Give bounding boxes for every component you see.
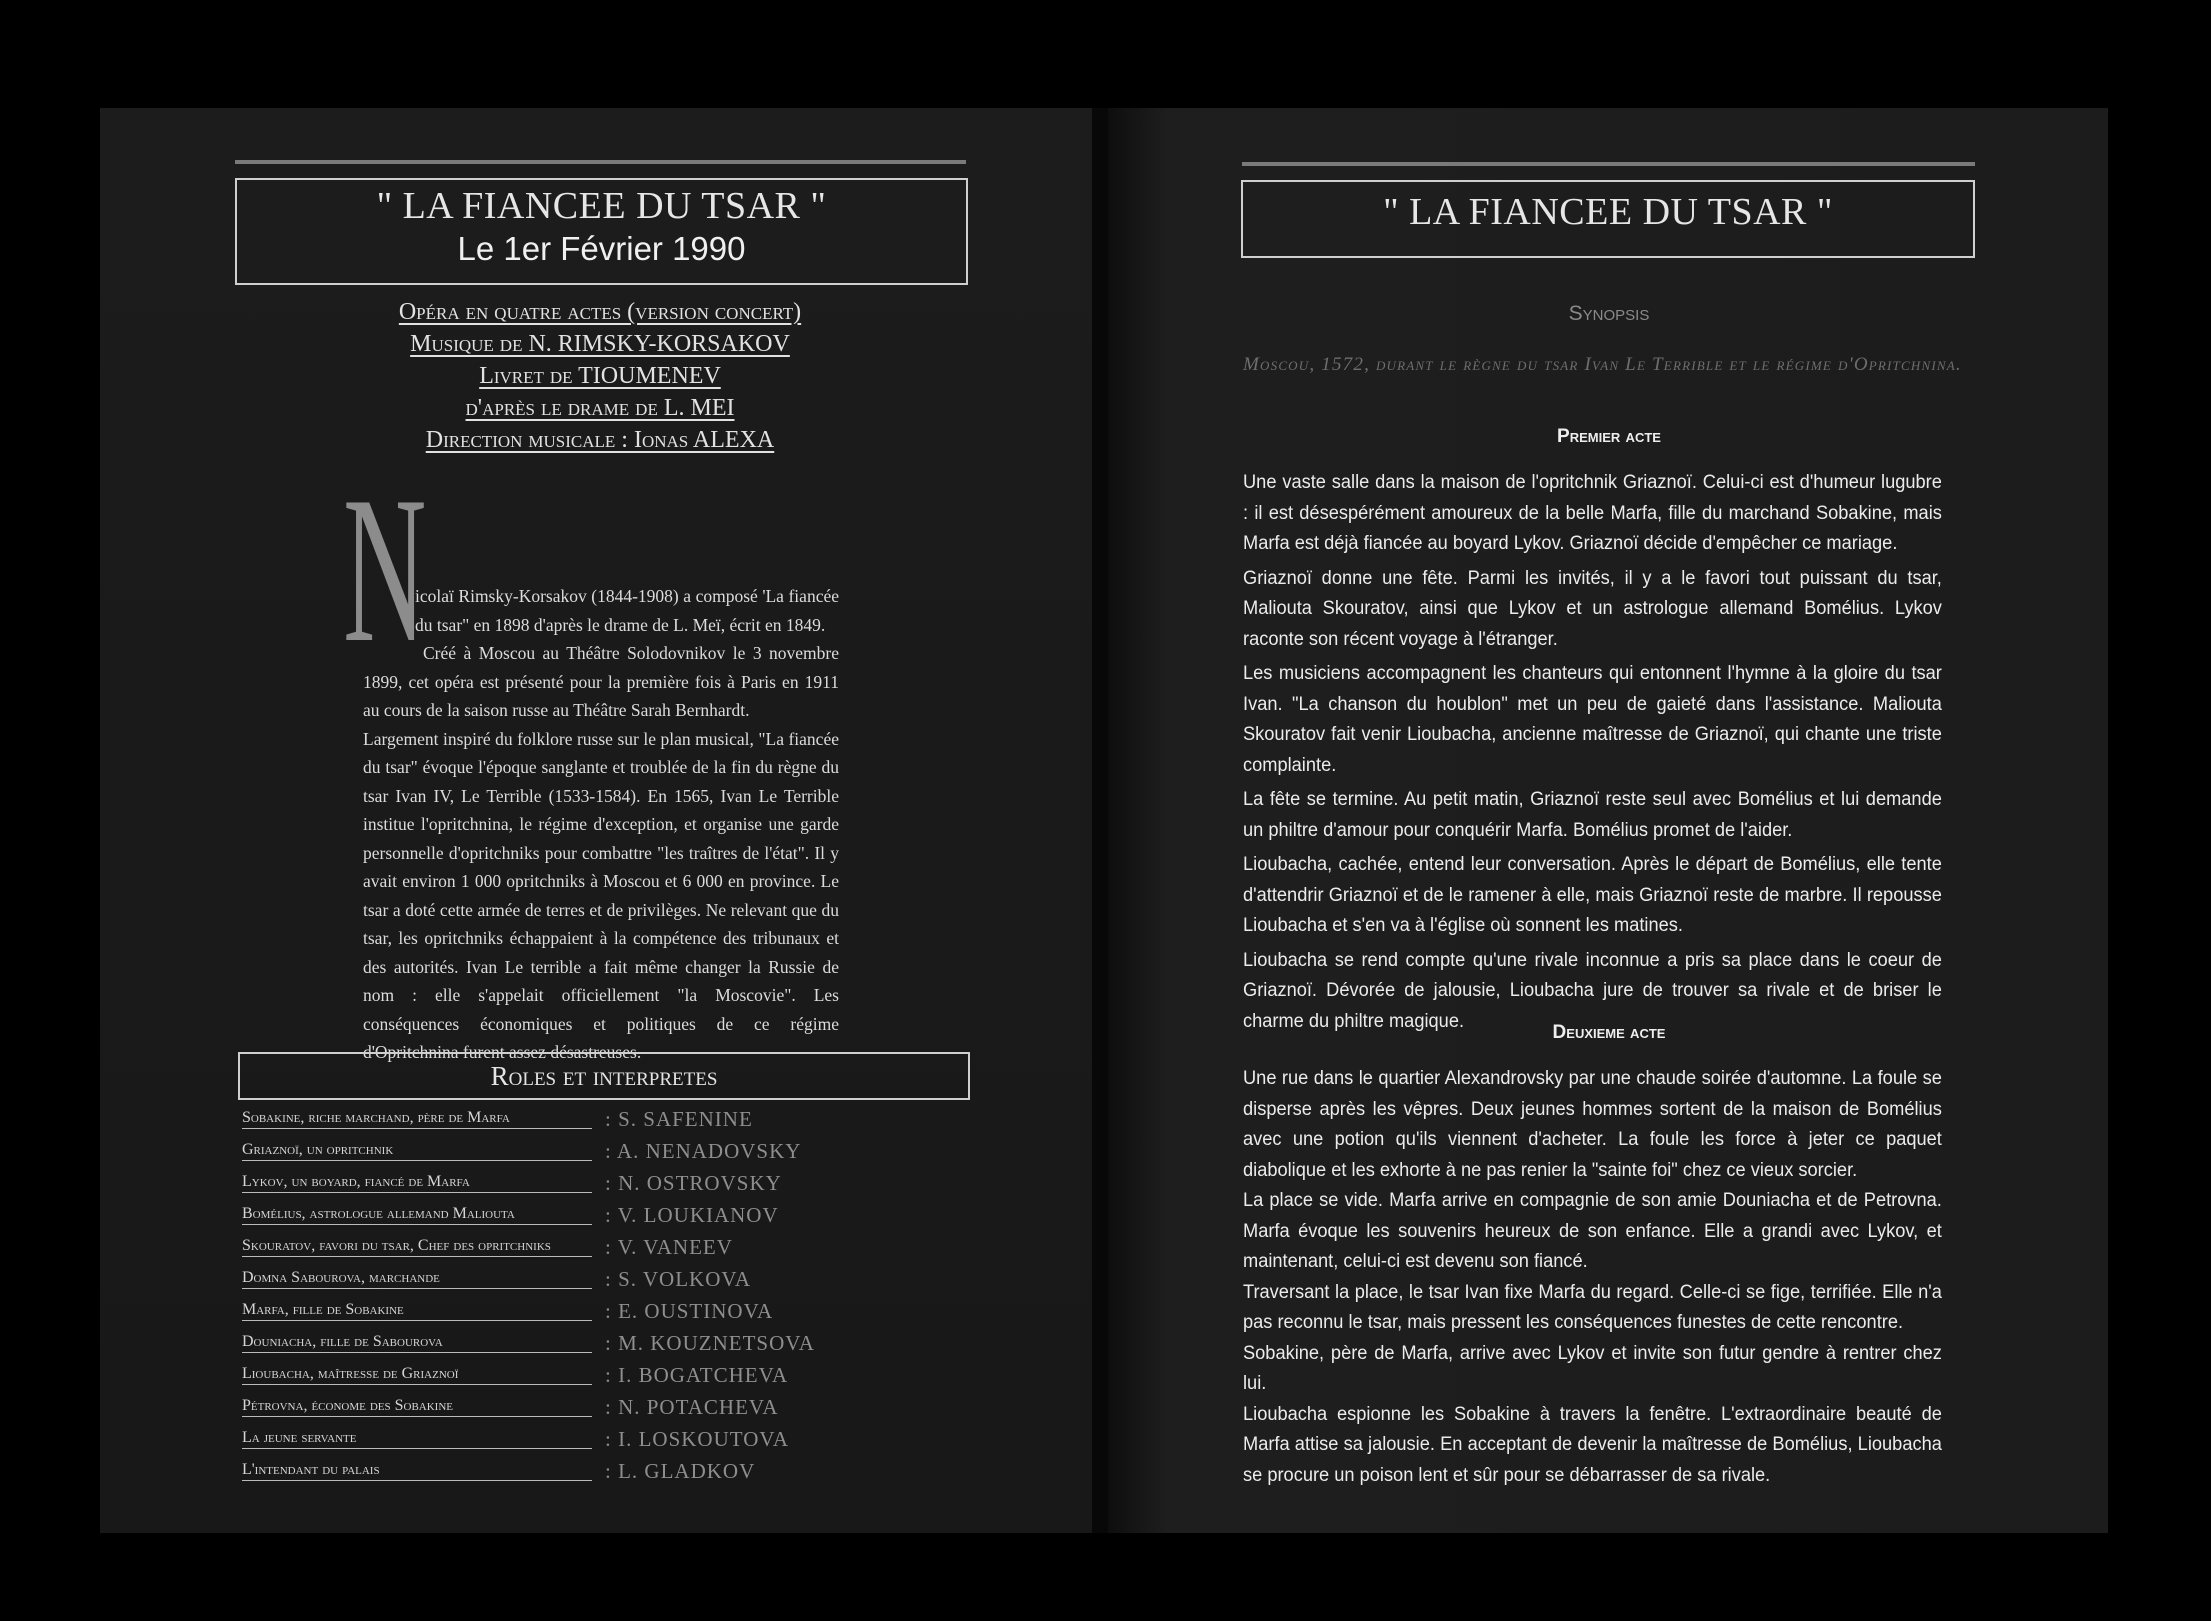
role-singer: : E. OUSTINOVA (605, 1299, 774, 1323)
intro-paragraph: Largement inspiré du folklore russe sur le plan musical, "La fiancée du tsar" évoque l'époque sanglante et troublée de la fin du règne du tsar Ivan IV, Le Terrible (1533-1584). En 1565, Ivan Le Terrible institue l'opritchnina, le régime d'exception, et organise une garde personnelle d'opritchniks pour combattre "les traîtres de l'état". Il y avait environ 1 000 opritchniks à Moscou et 6 000 en province. Le tsar a doté cette armée de terres et de privilèges. Ne relevant que du tsar, les opritchniks échappaient à la compétence des tribunaux et des autorités. Ivan Le terrible a fait même changer la Russie de nom : elle s'appelait officiellement "la Moscovie". Les conséquences économiques et politiques de ce régime d'Opritchnina furent assez désastreuses. (363, 728, 839, 1062)
synopsis-label: Synopsis (1568, 302, 1650, 325)
synopsis-paragraph: Lioubacha, cachée, entend leur conversation. Après le départ de Bomélius, elle tente d'attendrir Griaznoï et de le ramener à elle, mais Griaznoï reste de marbre. Il repousse Lioubacha et s'en va à l'église où sonnent les matines. (1243, 854, 1942, 936)
role-row (242, 1266, 862, 1298)
role-singer: : L. GLADKOV (605, 1459, 756, 1483)
right-title-box (1241, 180, 1975, 258)
role-name: Marfa, fille de Sobakine (242, 1301, 592, 1321)
role-singer: : V. LOUKIANOV (605, 1203, 779, 1227)
role-singer: : V. VANEEV (605, 1235, 733, 1259)
role-name: L'intendant du palais (242, 1461, 592, 1481)
role-name: Pétrovna, économe des Sobakine (242, 1397, 592, 1417)
left-title: " LA FIANCEE DU TSAR " (376, 185, 827, 227)
intro-paragraph: Créé à Moscou au Théâtre Solodovnikov le 3 novembre 1899, cet opéra est présenté pour la première fois à Paris en 1911 au cours de la saison russe au Théâtre Sarah Bernhardt. (363, 643, 839, 720)
role-singer: : M. KOUZNETSOVA (605, 1331, 815, 1355)
drop-cap: N (343, 454, 427, 686)
role-row (242, 1170, 862, 1202)
role-row (242, 1394, 862, 1426)
role-row (242, 1426, 862, 1458)
left-top-rule (235, 160, 966, 164)
role-name: Lioubacha, maîtresse de Griaznoï (242, 1365, 592, 1385)
act-1-text (1243, 468, 1942, 1041)
synopsis-paragraph: La place se vide. Marfa arrive en compagnie de son amie Douniacha et de Petrovna. Marfa évoque les souvenirs heureux de son enfance. Elle a grandi avec Lykov, et maintenant, celui-ci est devenu son fiancé. (1243, 1190, 1942, 1272)
roles-list (242, 1106, 862, 1490)
credit-line: Livret de TIOUMENEV (479, 363, 721, 389)
role-name: Lykov, un boyard, fiancé de Marfa (242, 1173, 592, 1193)
right-top-rule (1242, 162, 1975, 166)
roles-header: Roles et interpretes (238, 1052, 970, 1100)
role-singer: : N. OSTROVSKY (605, 1171, 782, 1195)
right-title: " LA FIANCEE DU TSAR " (1383, 191, 1833, 233)
synopsis-paragraph: Lioubacha se rend compte qu'une rivale inconnue a pris sa place dans le coeur de Griaznoï. Dévorée de jalousie, Lioubacha jure de trouver sa rivale et de briser le charme du philtre magique. (1243, 949, 1942, 1032)
synopsis-paragraph: Les musiciens accompagnent les chanteurs qui entonnent l'hymne à la gloire du tsar Ivan. "La chanson du houblon" met un peu de gaieté dans l'assistance. Maliouta Skouratov fait venir Lioubacha, ancienne maîtresse de Griaznoï, qui chante une triste complainte. (1243, 663, 1942, 776)
role-row (242, 1362, 862, 1394)
role-row (242, 1234, 862, 1266)
role-name: Griaznoï, un opritchnik (242, 1141, 592, 1161)
intro-paragraph: icolaï Rimsky-Korsakov (1844-1908) a composé 'La fiancée du tsar" en 1898 d'après le drame de L. Meï, écrit en 1849. (415, 586, 839, 635)
role-name: Domna Sabourova, marchande (242, 1269, 592, 1289)
synopsis-paragraph: Traversant la place, le tsar Ivan fixe Marfa du regard. Celle-ci se fige, terrifiée. Elle n'a pas reconnu le tsar, mais pressent les conséquences funestes de cette rencontre. (1243, 1281, 1942, 1333)
role-name: Douniacha, fille de Sabourova (242, 1333, 592, 1353)
role-row (242, 1298, 862, 1330)
role-name: Skouratov, favori du tsar, Chef des opritchniks (242, 1237, 592, 1257)
book-spine (1092, 108, 1108, 1533)
credit-line: Musique de N. RIMSKY-KORSAKOV (410, 331, 790, 357)
opera-credits (235, 296, 965, 456)
performance-date: Le 1er Février 1990 (457, 230, 746, 267)
role-row (242, 1202, 862, 1234)
synopsis-paragraph: Griaznoï donne une fête. Parmi les invités, il y a le favori tout puissant du tsar, Maliouta Skouratov, ainsi que Lykov et un astrologue allemand Bomélius. Lykov raconte son récent voyage à l'étranger. (1243, 567, 1942, 650)
role-row (242, 1106, 862, 1138)
role-row (242, 1330, 862, 1362)
synopsis-paragraph: Une vaste salle dans la maison de l'opritchnik Griaznoï. Celui-ci est d'humeur lugubre : il est désespérément amoureux de la belle Marfa, fille du marchand Sobakine, mais Marfa est déjà fiancée au boyard Lykov. Griaznoï décide d'empêcher ce mariage. (1243, 472, 1942, 554)
role-singer: : S. VOLKOVA (605, 1267, 751, 1291)
act-1-title: Premier acte (1557, 426, 1661, 447)
role-singer: : N. POTACHEVA (605, 1395, 779, 1419)
role-row (242, 1138, 862, 1170)
act-2-title: Deuxieme acte (1552, 1022, 1666, 1043)
credit-line: Opéra en quatre actes (version concert) (398, 299, 802, 325)
intro-text (363, 582, 839, 1067)
role-row (242, 1458, 862, 1490)
synopsis-paragraph: Une rue dans le quartier Alexandrovsky par une chaude soirée d'automne. La foule se disperse après les vêpres. Deux jeunes hommes sortent de la maison de Bomélius avec une potion qu'ils viennent d'acheter. La foule les force à jeter ce paquet diabolique et les exhorte à ne pas renier la "sainte foi" chez ce vieux sorcier. (1243, 1068, 1942, 1181)
synopsis-intro: Moscou, 1572, durant le règne du tsar Ivan Le Terrible et le régime d'Opritchnina. (1243, 354, 1962, 375)
act-2-text (1243, 1064, 1942, 1491)
role-singer: : A. NENADOVSKY (605, 1139, 802, 1163)
role-name: Sobakine, riche marchand, père de Marfa (242, 1109, 592, 1129)
credit-line: Direction musicale : Ionas ALEXA (425, 427, 775, 453)
synopsis-paragraph: Lioubacha espionne les Sobakine à travers la fenêtre. L'extraordinaire beauté de Marfa attise sa jalousie. En acceptant de devenir la maîtresse de Bomélius, Lioubacha se procure un poison lent et sûr pour se débarrasser de sa rivale. (1243, 1403, 1942, 1486)
left-title-box (235, 178, 968, 285)
role-name: La jeune servante (242, 1429, 592, 1449)
credit-line: d'après le drame de L. MEI (465, 395, 735, 421)
role-name: Bomélius, astrologue allemand Maliouta (242, 1205, 592, 1225)
synopsis-paragraph: La fête se termine. Au petit matin, Griaznoï reste seul avec Bomélius et lui demande un philtre d'amour pour conquérir Marfa. Bomélius promet de l'aider. (1243, 789, 1942, 841)
role-singer: : S. SAFENINE (605, 1107, 753, 1131)
synopsis-paragraph: Sobakine, père de Marfa, arrive avec Lykov et invite son futur gendre à rentrer chez lui. (1243, 1342, 1942, 1394)
role-singer: : I. LOSKOUTOVA (605, 1427, 789, 1451)
role-singer: : I. BOGATCHEVA (605, 1363, 789, 1387)
